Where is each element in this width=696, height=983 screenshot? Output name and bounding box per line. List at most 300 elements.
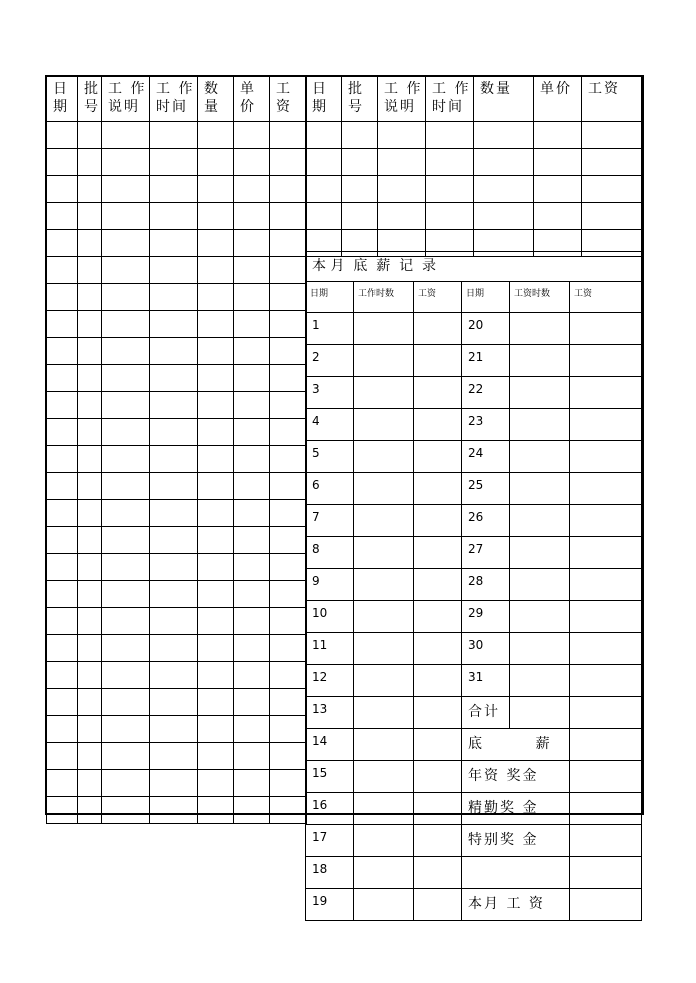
- left-table-cell[interactable]: [150, 689, 198, 716]
- left-table-cell[interactable]: [234, 203, 270, 230]
- left-table-cell[interactable]: [102, 149, 150, 176]
- left-table-cell[interactable]: [150, 554, 198, 581]
- left-table-cell[interactable]: [234, 662, 270, 689]
- record-day-right: 21: [462, 345, 510, 377]
- right-table-cell[interactable]: [582, 149, 642, 176]
- left-table-cell[interactable]: [78, 284, 102, 311]
- record-wage-cell[interactable]: [414, 345, 462, 377]
- left-table-cell[interactable]: [198, 392, 234, 419]
- record-wage-cell[interactable]: [570, 441, 642, 473]
- left-table-cell[interactable]: [78, 257, 102, 284]
- summary-value-cell[interactable]: [570, 857, 642, 889]
- right-table-cell[interactable]: [378, 122, 426, 149]
- record-hours-cell[interactable]: [510, 377, 570, 409]
- record-hours-cell[interactable]: [510, 345, 570, 377]
- right-table-cell[interactable]: [306, 176, 342, 203]
- left-table-cell[interactable]: [47, 797, 78, 824]
- record-wage-cell[interactable]: [570, 313, 642, 345]
- left-table-cell[interactable]: [150, 500, 198, 527]
- left-table-cell[interactable]: [150, 473, 198, 500]
- left-table-cell[interactable]: [270, 203, 307, 230]
- left-table-cell[interactable]: [198, 257, 234, 284]
- left-table-cell[interactable]: [150, 527, 198, 554]
- record-row: [306, 409, 642, 441]
- left-table-cell[interactable]: [270, 473, 307, 500]
- record-wage-cell[interactable]: [414, 409, 462, 441]
- left-table-cell[interactable]: [234, 419, 270, 446]
- left-table-cell[interactable]: [102, 743, 150, 770]
- left-table-cell[interactable]: [150, 149, 198, 176]
- record-row: [306, 697, 642, 729]
- left-table-cell[interactable]: [198, 581, 234, 608]
- left-table-cell[interactable]: [270, 608, 307, 635]
- record-day-right: 24: [462, 441, 510, 473]
- record-row: [306, 601, 642, 633]
- record-hours-cell[interactable]: [354, 665, 414, 697]
- left-table-cell[interactable]: [270, 797, 307, 824]
- right-table-row: [306, 203, 642, 230]
- left-table-cell[interactable]: [234, 527, 270, 554]
- left-table-cell[interactable]: [270, 122, 307, 149]
- record-hours-cell[interactable]: [354, 697, 414, 729]
- left-table-cell[interactable]: [78, 149, 102, 176]
- left-table-cell[interactable]: [102, 473, 150, 500]
- summary-value-cell[interactable]: [570, 889, 642, 921]
- record-wage-cell[interactable]: [570, 345, 642, 377]
- record-hours-cell[interactable]: [354, 793, 414, 825]
- left-table-cell[interactable]: [47, 392, 78, 419]
- left-table-cell[interactable]: [78, 770, 102, 797]
- right-table-cell[interactable]: [426, 203, 474, 230]
- record-wage-cell[interactable]: [414, 569, 462, 601]
- record-hours-cell[interactable]: [354, 761, 414, 793]
- left-table-cell[interactable]: [270, 365, 307, 392]
- left-table-cell[interactable]: [270, 743, 307, 770]
- left-table-cell[interactable]: [198, 284, 234, 311]
- left-table-cell[interactable]: [270, 338, 307, 365]
- record-hours-cell[interactable]: [510, 665, 570, 697]
- left-table-cell[interactable]: [234, 311, 270, 338]
- left-table-cell[interactable]: [150, 581, 198, 608]
- record-wage-cell[interactable]: [570, 377, 642, 409]
- left-table-cell[interactable]: [198, 635, 234, 662]
- left-table-cell[interactable]: [270, 176, 307, 203]
- left-table-cell[interactable]: [47, 716, 78, 743]
- left-table-cell[interactable]: [234, 365, 270, 392]
- right-table-cell[interactable]: [582, 176, 642, 203]
- left-table-cell[interactable]: [47, 419, 78, 446]
- left-table-cell[interactable]: [198, 338, 234, 365]
- left-table-cell[interactable]: [234, 608, 270, 635]
- record-day-left: 13: [306, 697, 354, 729]
- record-hours-cell[interactable]: [354, 729, 414, 761]
- left-table-cell[interactable]: [234, 770, 270, 797]
- left-table-cell[interactable]: [234, 392, 270, 419]
- right-table-cell[interactable]: [426, 176, 474, 203]
- record-wage-cell[interactable]: [570, 601, 642, 633]
- left-table-cell[interactable]: [234, 554, 270, 581]
- left-header-cell: 日期: [47, 77, 78, 122]
- record-wage-cell[interactable]: [570, 569, 642, 601]
- left-table-cell[interactable]: [234, 257, 270, 284]
- left-table-cell[interactable]: [102, 365, 150, 392]
- left-table-row: [47, 203, 307, 230]
- summary-label: 年资 奖金: [462, 761, 570, 793]
- right-table-cell[interactable]: [534, 176, 582, 203]
- left-table-cell[interactable]: [78, 419, 102, 446]
- left-table-cell[interactable]: [102, 257, 150, 284]
- right-table-cell[interactable]: [582, 203, 642, 230]
- record-hours-cell[interactable]: [354, 441, 414, 473]
- left-table-cell[interactable]: [270, 230, 307, 257]
- summary-value-cell[interactable]: [570, 793, 642, 825]
- left-table-cell[interactable]: [270, 311, 307, 338]
- record-hours-cell[interactable]: [510, 505, 570, 537]
- left-table-cell[interactable]: [102, 419, 150, 446]
- left-table-cell[interactable]: [78, 500, 102, 527]
- left-table-cell[interactable]: [78, 338, 102, 365]
- left-table-cell[interactable]: [47, 311, 78, 338]
- left-table-cell[interactable]: [47, 230, 78, 257]
- right-table-cell[interactable]: [474, 149, 534, 176]
- record-hours-cell[interactable]: [510, 601, 570, 633]
- left-table-cell[interactable]: [78, 311, 102, 338]
- left-table-cell[interactable]: [198, 203, 234, 230]
- right-table-cell[interactable]: [534, 122, 582, 149]
- left-table-cell[interactable]: [150, 311, 198, 338]
- left-table-cell[interactable]: [47, 365, 78, 392]
- left-table-cell[interactable]: [234, 176, 270, 203]
- record-hours-cell[interactable]: [510, 409, 570, 441]
- record-hours-cell[interactable]: [354, 377, 414, 409]
- left-table-cell[interactable]: [234, 635, 270, 662]
- left-table-cell[interactable]: [102, 311, 150, 338]
- left-table-cell[interactable]: [102, 203, 150, 230]
- left-table-cell[interactable]: [102, 770, 150, 797]
- left-table-cell[interactable]: [102, 338, 150, 365]
- left-table-cell[interactable]: [78, 689, 102, 716]
- summary-label: 底 薪: [462, 729, 570, 761]
- right-table-cell[interactable]: [426, 122, 474, 149]
- left-table-cell[interactable]: [102, 122, 150, 149]
- left-table-cell[interactable]: [78, 230, 102, 257]
- left-table-cell[interactable]: [270, 419, 307, 446]
- right-table-cell[interactable]: [426, 149, 474, 176]
- left-table-cell[interactable]: [102, 581, 150, 608]
- left-table-cell[interactable]: [150, 365, 198, 392]
- right-table-cell[interactable]: [534, 149, 582, 176]
- record-hours-cell[interactable]: [510, 313, 570, 345]
- left-table-cell[interactable]: [78, 392, 102, 419]
- left-table-cell[interactable]: [234, 230, 270, 257]
- left-table-cell[interactable]: [270, 554, 307, 581]
- record-wage-cell[interactable]: [414, 377, 462, 409]
- left-table-cell[interactable]: [150, 770, 198, 797]
- record-hours-cell[interactable]: [354, 313, 414, 345]
- right-table-cell[interactable]: [378, 203, 426, 230]
- left-table-cell[interactable]: [234, 446, 270, 473]
- record-day-right: 20: [462, 313, 510, 345]
- left-table-cell[interactable]: [198, 230, 234, 257]
- right-table-cell[interactable]: [306, 203, 342, 230]
- record-wage-cell[interactable]: [570, 537, 642, 569]
- record-hours-cell[interactable]: [354, 857, 414, 889]
- left-table-cell[interactable]: [102, 689, 150, 716]
- record-hours-cell[interactable]: [354, 505, 414, 537]
- left-table-cell[interactable]: [234, 149, 270, 176]
- left-table-cell[interactable]: [78, 554, 102, 581]
- summary-value-cell[interactable]: [570, 825, 642, 857]
- left-table-cell[interactable]: [150, 662, 198, 689]
- record-wage-cell[interactable]: [414, 313, 462, 345]
- left-table-cell[interactable]: [234, 689, 270, 716]
- record-wage-cell[interactable]: [414, 441, 462, 473]
- left-table-cell[interactable]: [270, 446, 307, 473]
- total-hours-cell[interactable]: [510, 697, 570, 729]
- left-table-cell[interactable]: [47, 527, 78, 554]
- left-table-cell[interactable]: [270, 149, 307, 176]
- left-table-cell[interactable]: [150, 122, 198, 149]
- left-table-cell[interactable]: [47, 338, 78, 365]
- left-table-cell[interactable]: [150, 230, 198, 257]
- record-hours-cell[interactable]: [354, 537, 414, 569]
- right-table-cell[interactable]: [474, 122, 534, 149]
- left-table-cell[interactable]: [198, 122, 234, 149]
- record-wage-cell[interactable]: [414, 729, 462, 761]
- left-table-cell[interactable]: [270, 716, 307, 743]
- right-table-cell[interactable]: [378, 149, 426, 176]
- record-wage-cell[interactable]: [414, 601, 462, 633]
- left-table-cell[interactable]: [234, 797, 270, 824]
- record-wage-cell[interactable]: [414, 825, 462, 857]
- right-table-cell[interactable]: [306, 149, 342, 176]
- left-table-cell[interactable]: [198, 797, 234, 824]
- left-table-cell[interactable]: [102, 716, 150, 743]
- right-header-cell: 工 作时间: [426, 77, 474, 122]
- left-table-cell[interactable]: [198, 716, 234, 743]
- left-table-cell[interactable]: [78, 797, 102, 824]
- left-table-cell[interactable]: [198, 770, 234, 797]
- left-table-cell[interactable]: [78, 176, 102, 203]
- record-wage-cell[interactable]: [414, 793, 462, 825]
- record-wage-cell[interactable]: [414, 473, 462, 505]
- record-wage-cell[interactable]: [570, 665, 642, 697]
- left-table-cell[interactable]: [270, 527, 307, 554]
- left-table-cell[interactable]: [78, 527, 102, 554]
- left-table-cell[interactable]: [78, 203, 102, 230]
- right-table-cell[interactable]: [474, 203, 534, 230]
- record-hours-cell[interactable]: [354, 345, 414, 377]
- left-table-cell[interactable]: [102, 176, 150, 203]
- left-table-cell[interactable]: [78, 716, 102, 743]
- left-table-cell[interactable]: [47, 554, 78, 581]
- left-table-cell[interactable]: [47, 500, 78, 527]
- left-table-cell[interactable]: [47, 149, 78, 176]
- left-table-cell[interactable]: [270, 500, 307, 527]
- record-wage-cell[interactable]: [414, 633, 462, 665]
- left-table-cell[interactable]: [234, 338, 270, 365]
- left-table-cell[interactable]: [270, 635, 307, 662]
- left-table-cell[interactable]: [102, 662, 150, 689]
- left-table-cell[interactable]: [198, 608, 234, 635]
- left-table-row: [47, 500, 307, 527]
- left-table-cell[interactable]: [150, 446, 198, 473]
- record-hours-cell[interactable]: [354, 889, 414, 921]
- left-table-cell[interactable]: [102, 392, 150, 419]
- record-wage-cell[interactable]: [414, 505, 462, 537]
- right-table-cell[interactable]: [582, 122, 642, 149]
- record-wage-cell[interactable]: [414, 889, 462, 921]
- left-table-cell[interactable]: [47, 662, 78, 689]
- left-table-cell[interactable]: [78, 635, 102, 662]
- left-table-cell[interactable]: [150, 608, 198, 635]
- record-wage-cell[interactable]: [414, 537, 462, 569]
- left-table-cell[interactable]: [78, 365, 102, 392]
- left-table-row: [47, 554, 307, 581]
- left-table-cell[interactable]: [270, 770, 307, 797]
- left-table-cell[interactable]: [198, 419, 234, 446]
- left-table-cell[interactable]: [47, 689, 78, 716]
- left-table-cell[interactable]: [102, 608, 150, 635]
- left-table-cell[interactable]: [102, 554, 150, 581]
- left-table-cell[interactable]: [150, 716, 198, 743]
- left-table-cell[interactable]: [270, 257, 307, 284]
- left-table-cell[interactable]: [198, 473, 234, 500]
- left-table-cell[interactable]: [198, 176, 234, 203]
- left-table-cell[interactable]: [150, 797, 198, 824]
- left-table-cell[interactable]: [78, 122, 102, 149]
- left-table-cell[interactable]: [198, 527, 234, 554]
- record-row: [306, 473, 642, 505]
- record-hours-cell[interactable]: [354, 473, 414, 505]
- left-table-cell[interactable]: [47, 257, 78, 284]
- summary-value-cell[interactable]: [570, 761, 642, 793]
- left-table-cell[interactable]: [234, 284, 270, 311]
- left-table-cell[interactable]: [78, 743, 102, 770]
- left-table-cell[interactable]: [198, 689, 234, 716]
- left-table-cell[interactable]: [198, 446, 234, 473]
- record-hours-cell[interactable]: [510, 441, 570, 473]
- right-table-cell[interactable]: [342, 203, 378, 230]
- left-table-cell[interactable]: [47, 446, 78, 473]
- record-hours-cell[interactable]: [354, 409, 414, 441]
- record-wage-cell[interactable]: [570, 633, 642, 665]
- left-table-cell[interactable]: [150, 203, 198, 230]
- record-hours-cell[interactable]: [510, 569, 570, 601]
- left-table-cell[interactable]: [234, 581, 270, 608]
- record-hours-cell[interactable]: [510, 633, 570, 665]
- record-hours-cell[interactable]: [510, 537, 570, 569]
- left-table-cell[interactable]: [270, 392, 307, 419]
- left-table-cell[interactable]: [198, 554, 234, 581]
- left-table-cell[interactable]: [78, 662, 102, 689]
- left-table-cell[interactable]: [198, 662, 234, 689]
- left-table-cell[interactable]: [102, 446, 150, 473]
- record-wage-cell[interactable]: [414, 857, 462, 889]
- left-table-cell[interactable]: [102, 797, 150, 824]
- left-table-cell[interactable]: [102, 284, 150, 311]
- left-table-cell[interactable]: [270, 581, 307, 608]
- left-table-cell[interactable]: [198, 743, 234, 770]
- record-hours-cell[interactable]: [510, 473, 570, 505]
- left-table-cell[interactable]: [78, 608, 102, 635]
- record-row: [306, 857, 642, 889]
- right-table-cell[interactable]: [306, 122, 342, 149]
- left-table-cell[interactable]: [47, 203, 78, 230]
- left-table-cell[interactable]: [47, 122, 78, 149]
- summary-value-cell[interactable]: [570, 729, 642, 761]
- left-table-cell[interactable]: [78, 473, 102, 500]
- left-table-cell[interactable]: [270, 662, 307, 689]
- left-table-cell[interactable]: [234, 743, 270, 770]
- right-table-cell[interactable]: [474, 176, 534, 203]
- left-table-cell[interactable]: [234, 500, 270, 527]
- left-table-cell[interactable]: [47, 635, 78, 662]
- right-table-cell[interactable]: [378, 176, 426, 203]
- left-table-cell[interactable]: [47, 608, 78, 635]
- left-table-cell[interactable]: [234, 473, 270, 500]
- left-table-cell[interactable]: [47, 284, 78, 311]
- left-table-cell[interactable]: [78, 446, 102, 473]
- left-table-cell[interactable]: [198, 500, 234, 527]
- total-wage-cell[interactable]: [570, 697, 642, 729]
- left-table-cell[interactable]: [47, 581, 78, 608]
- record-wage-cell[interactable]: [414, 761, 462, 793]
- left-table-cell[interactable]: [47, 743, 78, 770]
- left-table-cell[interactable]: [150, 284, 198, 311]
- left-table-cell[interactable]: [270, 689, 307, 716]
- record-hours-cell[interactable]: [354, 825, 414, 857]
- left-table-cell[interactable]: [102, 230, 150, 257]
- left-table-cell[interactable]: [102, 635, 150, 662]
- record-wage-cell[interactable]: [570, 505, 642, 537]
- left-table-cell[interactable]: [47, 176, 78, 203]
- right-table-cell[interactable]: [534, 203, 582, 230]
- left-table-cell[interactable]: [150, 743, 198, 770]
- left-table-cell[interactable]: [270, 284, 307, 311]
- record-wage-cell[interactable]: [414, 665, 462, 697]
- left-table-cell[interactable]: [150, 176, 198, 203]
- record-wage-cell[interactable]: [570, 409, 642, 441]
- left-table-cell[interactable]: [198, 311, 234, 338]
- left-table-cell[interactable]: [150, 419, 198, 446]
- record-day-left: 5: [306, 441, 354, 473]
- record-wage-cell[interactable]: [414, 697, 462, 729]
- record-hours-cell[interactable]: [354, 569, 414, 601]
- left-table-cell[interactable]: [234, 716, 270, 743]
- record-wage-cell[interactable]: [570, 473, 642, 505]
- right-table-cell[interactable]: [342, 149, 378, 176]
- record-hours-cell[interactable]: [354, 633, 414, 665]
- left-table-cell[interactable]: [78, 581, 102, 608]
- left-table-cell[interactable]: [234, 122, 270, 149]
- left-table-cell[interactable]: [150, 635, 198, 662]
- left-table-cell[interactable]: [150, 257, 198, 284]
- left-table-cell[interactable]: [150, 392, 198, 419]
- summary-label: 特别奖 金: [462, 825, 570, 857]
- left-table-cell[interactable]: [150, 338, 198, 365]
- left-table-cell[interactable]: [102, 527, 150, 554]
- left-table-cell[interactable]: [47, 473, 78, 500]
- right-table-cell[interactable]: [342, 122, 378, 149]
- left-table-cell[interactable]: [198, 365, 234, 392]
- left-table-cell[interactable]: [102, 500, 150, 527]
- record-hours-cell[interactable]: [354, 601, 414, 633]
- left-table-cell[interactable]: [47, 770, 78, 797]
- left-table-cell[interactable]: [198, 149, 234, 176]
- right-table-cell[interactable]: [342, 176, 378, 203]
- right-header-cell: 工资: [582, 77, 642, 122]
